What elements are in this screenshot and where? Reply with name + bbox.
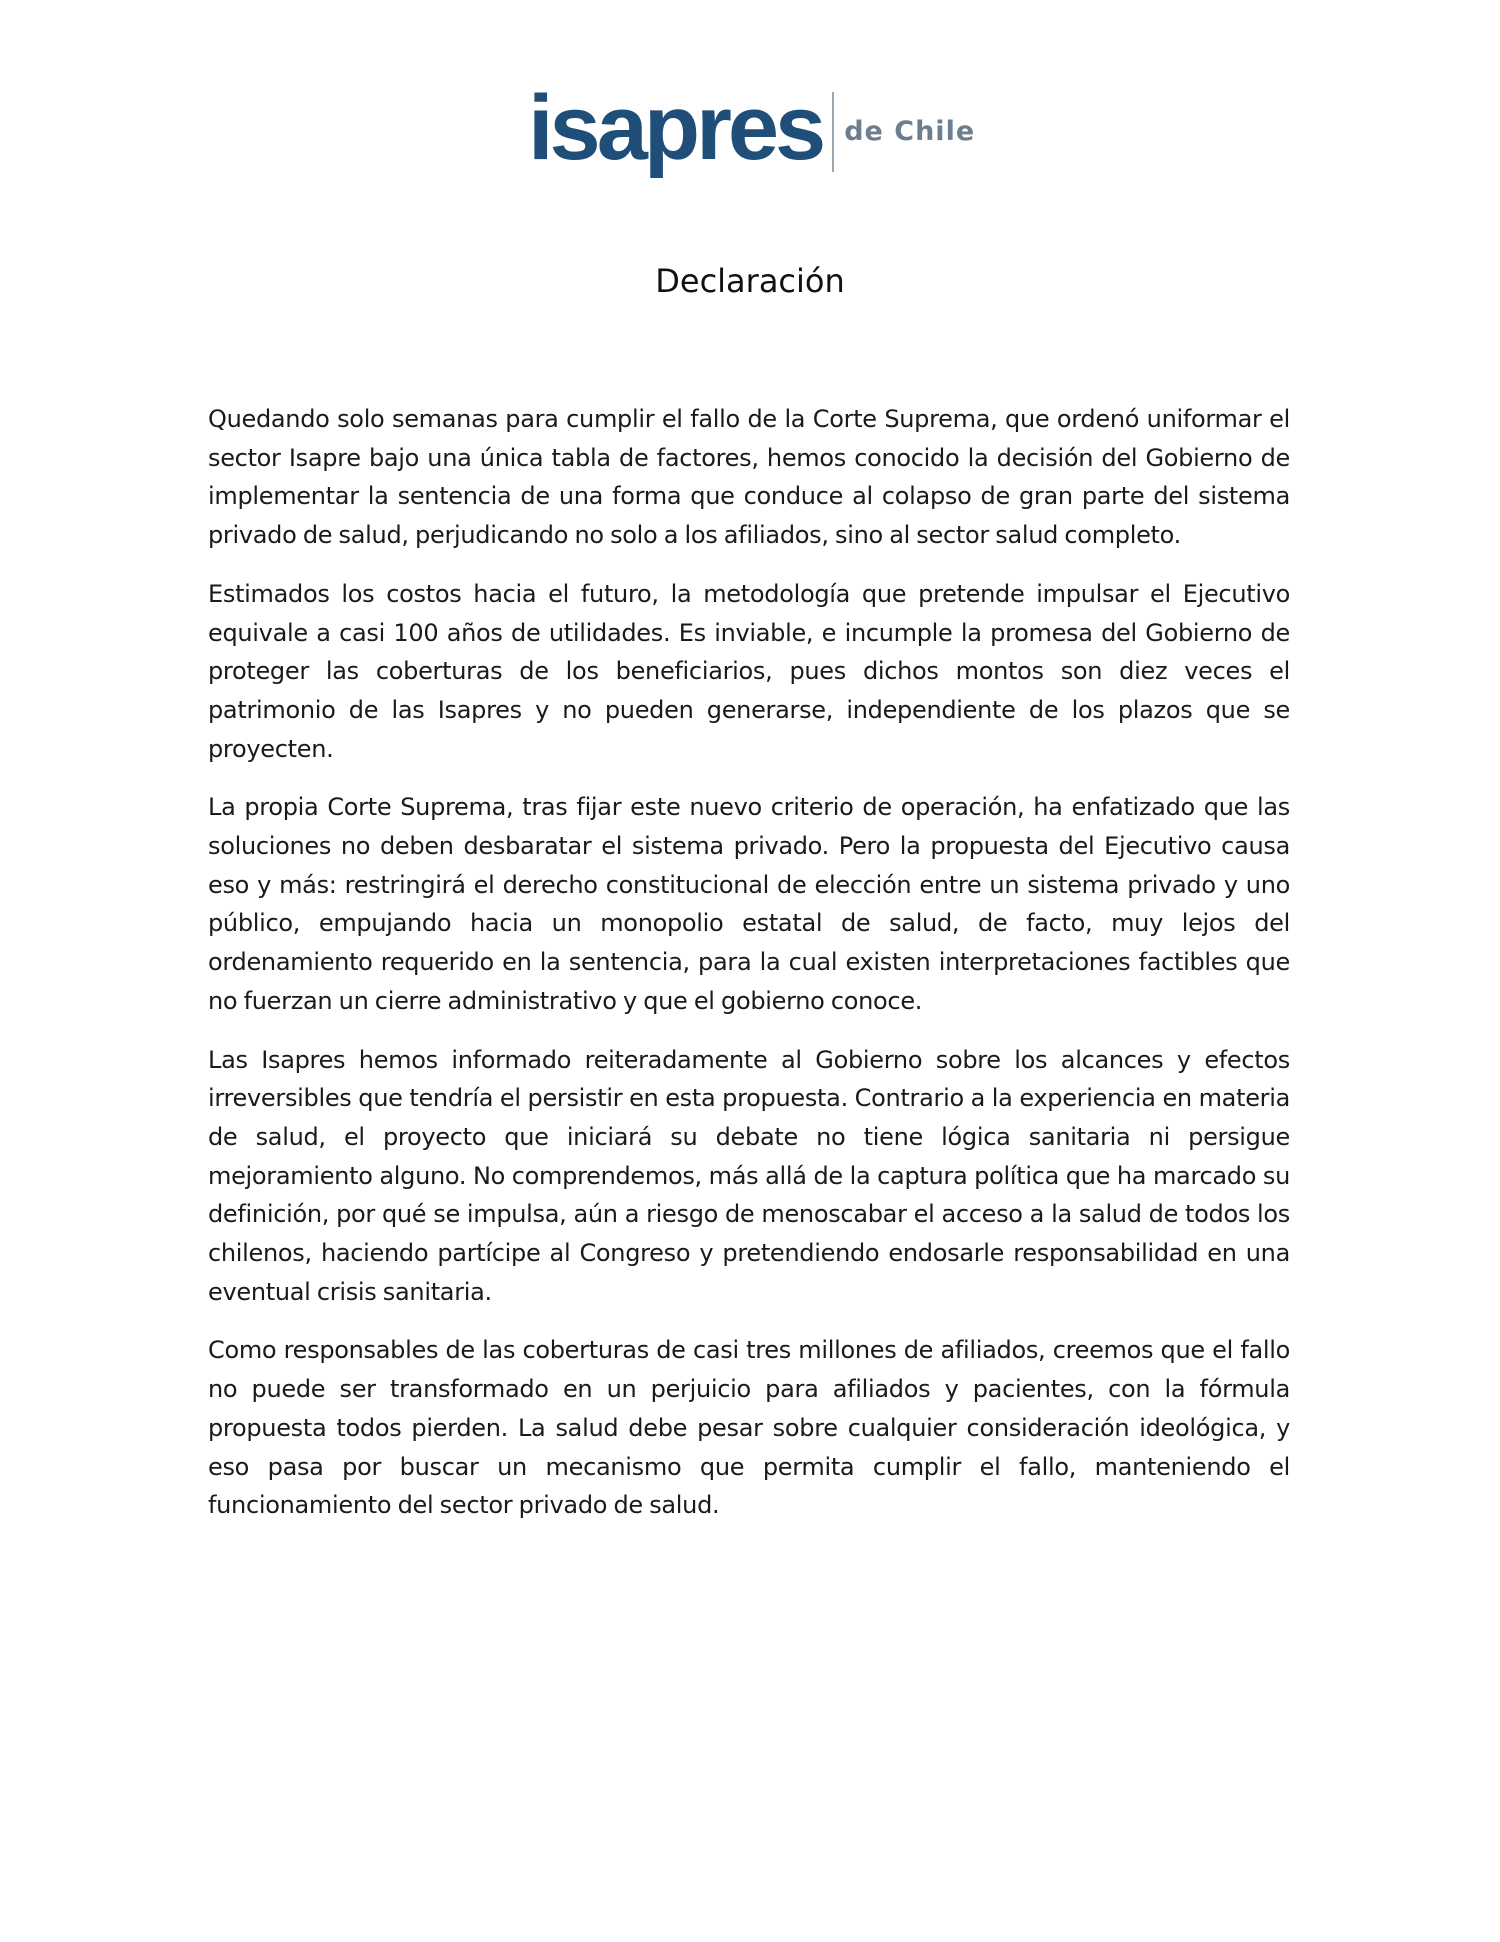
logo-wordmark: isapres xyxy=(528,77,823,179)
logo-divider xyxy=(832,92,834,172)
logo-subtitle: de Chile xyxy=(844,116,976,147)
document-body xyxy=(208,400,1290,1545)
paragraph-1: Quedando solo semanas para cumplir el fallo de la Corte Suprema, que ordenó uniformar el sector Isapre bajo una única tabla de factores, hemos conocido la decisión del Gobierno de implementar la sentencia de una forma que conduce al colapso de gran parte del sistema privado de salud, perjudicando no solo a los afiliados, sino al sector salud completo. xyxy=(208,405,1290,550)
paragraph-3: La propia Corte Suprema, tras fijar este nuevo criterio de operación, ha enfatizado que las soluciones no deben desbaratar el sistema privado. Pero la propuesta del Ejecutivo causa eso y más: restringirá el derecho constitucional de elección entre un sistema privado y uno público, empujando hacia un monopolio estatal de salud, de facto, muy lejos del ordenamiento requerido en la sentencia, para la cual existen interpretaciones factibles que no fuerzan un cierre administrativo y que el gobierno conoce. xyxy=(208,793,1290,1015)
paragraph-4: Las Isapres hemos informado reiteradamente al Gobierno sobre los alcances y efectos irreversibles que tendría el persistir en esta propuesta. Contrario a la experiencia en materia de salud, el proyecto que iniciará su debate no tiene lógica sanitaria ni persigue mejoramiento alguno. No comprendemos, más allá de la captura política que ha marcado su definición, por qué se impulsa, aún a riesgo de menoscabar el acceso a la salud de todos los chilenos, haciendo partícipe al Congreso y pretendiendo endosarle responsabilidad en una eventual crisis sanitaria. xyxy=(208,1045,1290,1306)
document-title: Declaración xyxy=(655,262,845,300)
paragraph-2: Estimados los costos hacia el futuro, la metodología que pretende impulsar el Ejecutivo equivale a casi 100 años de utilidades. Es inviable, e incumple la promesa del Gobierno de proteger las coberturas de los beneficiarios, pues dichos montos son diez veces el patrimonio de las Isapres y no pueden generarse, independiente de los plazos que se proyecten. xyxy=(208,579,1290,763)
isapres-logo xyxy=(528,77,976,184)
paragraph-5: Como responsables de las coberturas de casi tres millones de afiliados, creemos que el fallo no puede ser transformado en un perjuicio para afiliados y pacientes, con la fórmula propuesta todos pierden. La salud debe pesar sobre cualquier consideración ideológica, y eso pasa por buscar un mecanismo que permita cumplir el fallo, manteniendo el funcionamiento del sector privado de salud. xyxy=(208,1336,1290,1520)
